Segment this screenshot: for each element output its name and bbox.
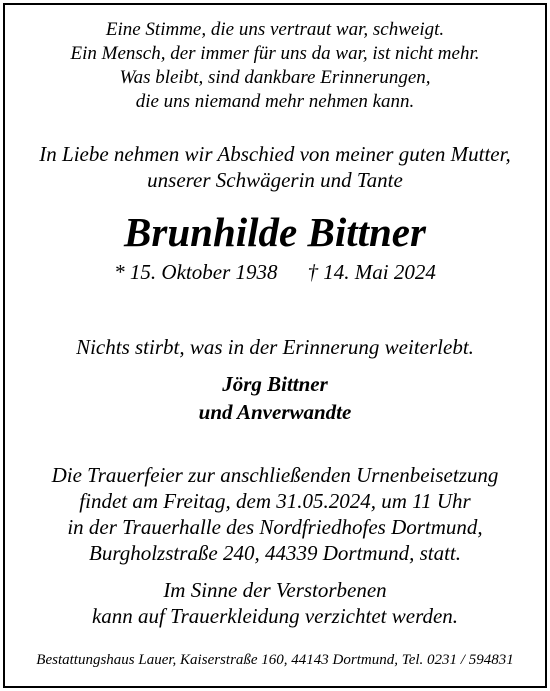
birth-date: * 15. Oktober 1938 [114,260,278,284]
wish-line: Im Sinne der Verstorbenen [163,578,387,602]
dress-code-note [0,577,550,629]
wish-line: kann auf Trauerkleidung verzichtet werden. [91,604,459,628]
mourner-line: und Anverwandte [198,400,352,424]
memorial-quote: Nichts stirbt, was in der Erinnerung weiterlebt. [76,335,474,359]
ceremony-line: Burgholzstraße 240, 44339 Dortmund, statt. [89,541,461,565]
ceremony-line: findet am Freitag, dem 31.05.2024, um 11 Uhr [79,489,471,513]
deceased-name: Brunhilde Bittner [124,209,426,255]
ceremony-line: Die Trauerfeier zur anschließenden Urnenbeisetzung [51,463,499,487]
poem-line: Eine Stimme, die uns vertraut war, schweigt. [105,19,445,40]
poem-line: die uns niemand mehr nehmen kann. [135,91,415,112]
poem-line: Was bleibt, sind dankbare Erinnerungen, [119,67,431,88]
ceremony-line: in der Trauerhalle des Nordfriedhofes Dortmund, [67,515,483,539]
poem-verse [0,18,550,114]
mourner-line: Jörg Bittner [222,372,328,396]
death-date: † 14. Mai 2024 [307,260,436,284]
funeral-home-footer: Bestattungshaus Lauer, Kaiserstraße 160, 44143 Dortmund, Tel. 0231 / 594831 [36,652,514,668]
intro-line: unserer Schwägerin und Tante [147,168,403,192]
life-dates [0,258,550,286]
farewell-intro [0,141,550,193]
ceremony-details [0,462,550,566]
intro-line: In Liebe nehmen wir Abschied von meiner guten Mutter, [39,142,511,166]
mourners [0,370,550,426]
poem-line: Ein Mensch, der immer für uns da war, ist nicht mehr. [70,43,480,64]
